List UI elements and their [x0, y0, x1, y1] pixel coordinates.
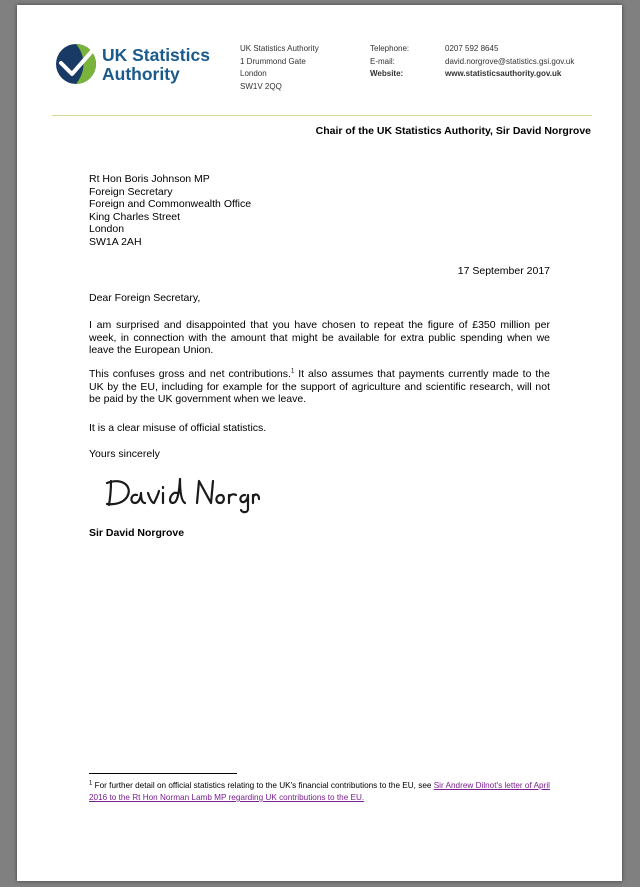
footnote-mark: 1 — [89, 780, 93, 787]
footnote-text: For further detail on official statistics relating to the UK's financial contributions to the EU, see — [92, 781, 434, 790]
website-value: www.statisticsauthority.gov.uk — [445, 69, 562, 78]
header-divider — [52, 115, 592, 116]
recipient-line: King Charles Street — [89, 210, 181, 223]
paragraph-2-rest: It also assumes that payments currently made to the UK by the EU, including for example for the support of agriculture and scientific research, will not be paid by the UK government when we leave. — [89, 368, 550, 406]
chair-line: Chair of the UK Statistics Authority, Sir David Norgrove — [315, 125, 591, 137]
recipient-line: SW1A 2AH — [89, 235, 142, 248]
footnote-reference[interactable]: 1 — [290, 368, 295, 375]
recipient-address — [89, 173, 251, 249]
closing: Yours sincerely — [89, 448, 160, 460]
paragraph-1: I am surprised and disappointed that you have chosen to repeat the figure of £350 million per week, in connection with the amount that might be available for extra public spending when we leave the European Union. — [89, 319, 550, 357]
paragraph-2-lead: This confuses gross and net contributions. — [89, 368, 291, 380]
signatory-name: Sir David Norgrove — [89, 527, 185, 539]
footnote-divider — [89, 773, 237, 774]
letter-date: 17 September 2017 — [457, 265, 550, 277]
letter-page — [17, 5, 622, 881]
contact-values — [445, 43, 574, 81]
uksa-logo-icon — [55, 43, 97, 85]
logo-name-line1: UK Statistics — [102, 45, 210, 65]
salutation: Dear Foreign Secretary, — [89, 292, 201, 304]
telephone-value: 0207 592 8645 — [445, 44, 499, 53]
address-line: UK Statistics Authority — [240, 44, 319, 53]
recipient-line: London — [89, 223, 125, 236]
email-value: david.norgrove@statistics.gsi.gov.uk — [445, 56, 575, 66]
logo-name-line2: Authority — [102, 64, 180, 84]
telephone-label: Telephone: — [370, 44, 410, 53]
recipient-line: Foreign and Commonwealth Office — [89, 198, 252, 211]
website-label: Website: — [370, 69, 404, 78]
recipient-line: Foreign Secretary — [89, 185, 173, 198]
address-line: SW1V 2QQ — [240, 81, 282, 91]
address-line: London — [240, 69, 267, 78]
paragraph-2 — [89, 368, 550, 406]
paragraph-3: It is a clear misuse of official statistics. — [89, 422, 267, 434]
address-line: 1 Drummond Gate — [240, 56, 306, 66]
contact-labels — [370, 43, 409, 81]
email-label: E-mail: — [370, 56, 395, 66]
recipient-line: Rt Hon Boris Johnson MP — [89, 173, 210, 185]
signature-image — [101, 473, 261, 515]
footnote — [89, 780, 559, 804]
letterhead-address — [240, 43, 319, 93]
footnote-link[interactable]: Sir Andrew Dilnot's letter of April 2016 to the Rt Hon Norman Lamb MP regarding UK contributions to the EU. — [89, 781, 550, 802]
